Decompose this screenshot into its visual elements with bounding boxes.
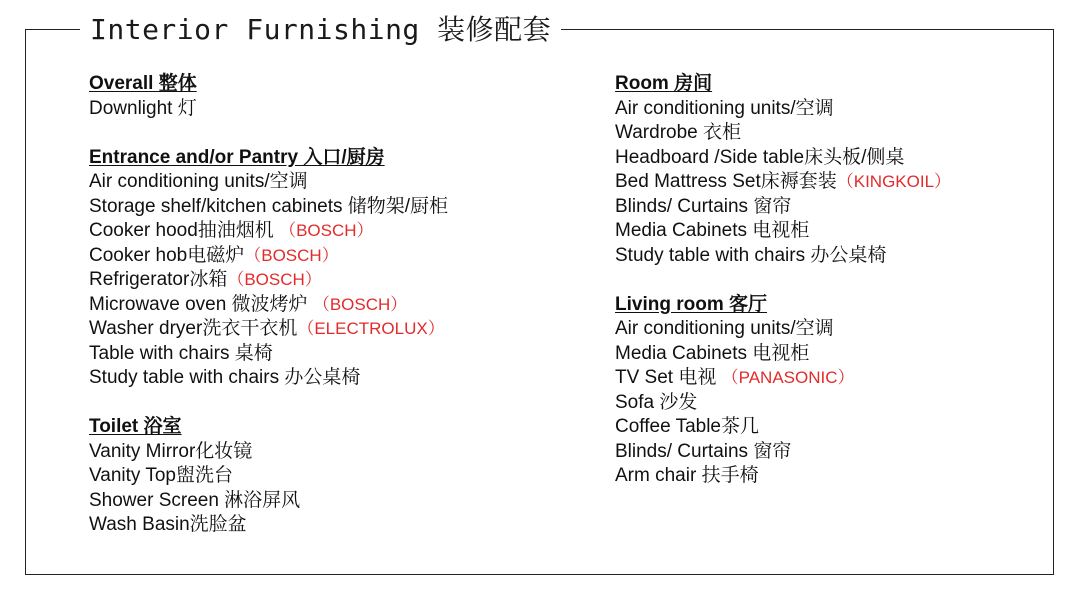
brand-label: （BOSCH） (244, 245, 339, 265)
list-item (89, 342, 569, 367)
item-label: Coffee Table茶几 (615, 416, 759, 437)
item-label: Air conditioning units/空调 (615, 97, 834, 119)
list-item (89, 97, 569, 122)
brand-label: （BOSCH） (312, 294, 408, 314)
list-item (615, 244, 1045, 269)
list-item (615, 121, 1045, 146)
list-item (615, 342, 1045, 367)
list-item (89, 464, 569, 489)
item-label: Vanity Mirror化妆镜 (89, 440, 253, 462)
brand-label: （KINGKOIL） (836, 172, 952, 191)
page-title: Interior Furnishing 装修配套 (80, 10, 561, 50)
list-item (615, 415, 1045, 440)
list-item (615, 219, 1045, 244)
item-label: Downlight 灯 (89, 97, 197, 119)
section-room (615, 72, 1045, 268)
list-item (89, 489, 569, 514)
brand-label: （ELECTROLUX） (297, 319, 445, 338)
section-living-room (615, 293, 1045, 489)
section-overall (89, 72, 569, 121)
section-heading: Overall 整体 (89, 73, 197, 94)
list-item (89, 317, 569, 342)
list-item (89, 513, 569, 538)
item-label: Bed Mattress Set床褥套装 (615, 171, 837, 192)
list-item (615, 317, 1045, 342)
brand-label: （BOSCH） (227, 270, 322, 289)
list-item (89, 268, 569, 293)
section-heading: Room 房间 (615, 73, 713, 94)
list-item (89, 195, 569, 220)
item-label: Blinds/ Curtains 窗帘 (615, 440, 792, 462)
item-label: Air conditioning units/空调 (89, 171, 308, 192)
list-item (615, 97, 1045, 122)
item-label: Microwave oven 微波烤炉 (89, 293, 313, 315)
item-label: Media Cabinets 电视柜 (615, 220, 810, 241)
section-heading: Entrance and/or Pantry 入口/厨房 (89, 146, 385, 168)
section-heading: Living room 客厅 (615, 293, 768, 315)
item-label: Refrigerator冰箱 (89, 269, 228, 290)
list-item (89, 366, 569, 391)
list-item (615, 366, 1045, 391)
item-label: Blinds/ Curtains 窗帘 (615, 195, 792, 217)
section-entrance-and-or-pantry (89, 146, 569, 391)
list-item (89, 244, 569, 269)
item-label: Wardrobe 衣柜 (615, 122, 741, 143)
item-label: Study table with chairs 办公桌椅 (89, 367, 361, 388)
item-label: Cooker hob电磁炉 (89, 244, 245, 266)
list-item (615, 195, 1045, 220)
item-label: Vanity Top盥洗台 (89, 465, 233, 486)
item-label: Air conditioning units/空调 (615, 318, 834, 339)
list-item (615, 170, 1045, 195)
item-label: TV Set 电视 (615, 367, 722, 388)
item-label: Cooker hood抽油烟机 (89, 220, 280, 241)
item-label: Shower Screen 淋浴屏风 (89, 489, 301, 511)
item-label: Study table with chairs 办公桌椅 (615, 244, 887, 266)
brand-label: （PANASONIC） (721, 368, 855, 387)
item-label: Arm chair 扶手椅 (615, 465, 759, 486)
left-column (89, 72, 569, 562)
section-heading: Toilet 浴室 (89, 416, 182, 437)
brand-label: （BOSCH） (279, 221, 374, 240)
item-label: Headboard /Side table床头板/侧桌 (615, 146, 905, 168)
list-item (615, 440, 1045, 465)
item-label: Sofa 沙发 (615, 391, 698, 413)
list-item (615, 464, 1045, 489)
item-label: Table with chairs 桌椅 (89, 342, 273, 364)
item-label: Media Cabinets 电视柜 (615, 342, 810, 364)
section-toilet (89, 415, 569, 538)
list-item (615, 391, 1045, 416)
item-label: Washer dryer洗衣干衣机 (89, 318, 298, 339)
right-column (615, 72, 1045, 513)
list-item (89, 219, 569, 244)
item-label: Storage shelf/kitchen cabinets 储物架/厨柜 (89, 195, 449, 217)
list-item (89, 170, 569, 195)
list-item (89, 440, 569, 465)
list-item (615, 146, 1045, 171)
item-label: Wash Basin洗脸盆 (89, 514, 247, 535)
list-item (89, 293, 569, 318)
